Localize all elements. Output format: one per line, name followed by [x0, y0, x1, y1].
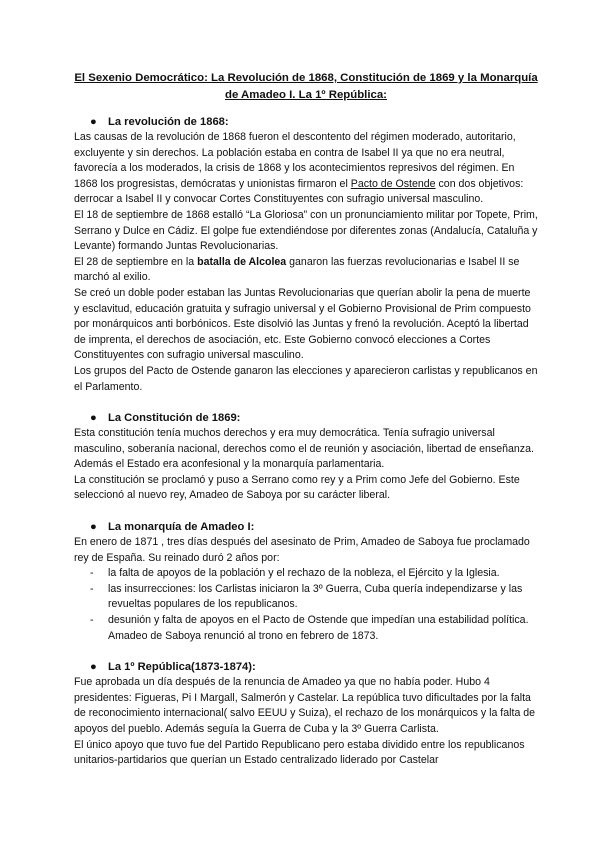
- paragraph: Fue aprobada un día después de la renuncia de Amadeo ya que no había poder. Hubo 4 presidentes: Figueras, Pi I Margall, Salmerón y Castelar. La república tuvo dificultades por la falta de reconocimiento internacional( salvo EEUU y Suiza), el rechazo de los monárquicos y la falta de apoyos del pueblo. Además seguía la Guerra de Cuba y la 3º Guerra Carlista.: [74, 676, 536, 735]
- heading-text: La 1º República(1873-1874):: [108, 661, 256, 674]
- list-item: [74, 582, 538, 613]
- paragraph-text: con dos objetivos: derrocar a Isabel II y convocar Cortes Constituyentes con sufragio universal masculino.: [74, 177, 524, 206]
- list-item: [74, 613, 538, 644]
- section-revolucion-1868: [74, 114, 538, 395]
- heading-text: La revolución de 1868:: [108, 116, 229, 128]
- bold-term: batalla de Alcolea: [197, 255, 287, 268]
- list-item-text: la falta de apoyos de la población y el rechazo de la nobleza, el Ejército y la Iglesia.: [108, 567, 500, 580]
- list-item-text: las insurrecciones: los Carlistas iniciaron la 3º Guerra, Cuba quería independizarse y las revueltas populares de los republicanos.: [108, 582, 523, 611]
- heading-text: La Constitución de 1869:: [108, 412, 241, 425]
- paragraph: [74, 130, 538, 208]
- document-title: El Sexenio Democrático: La Revolución de 1868, Constitución de 1869 y la Monarquía de Amadeo I. La 1º República:: [74, 72, 538, 101]
- dash-list: [74, 566, 538, 644]
- list-item-text: desunión y falta de apoyos en el Pacto de Ostende que impedían una estabilidad política. Amadeo de Saboya renunció al trono en febrero de 1873.: [108, 614, 529, 642]
- bullet-icon: ●: [90, 116, 97, 128]
- section-heading: [74, 519, 538, 535]
- dash-icon: -: [90, 614, 94, 627]
- paragraph: [74, 255, 538, 286]
- dash-icon: -: [90, 582, 94, 595]
- bullet-icon: ●: [90, 521, 97, 534]
- paragraph-text: ganaron las fuerzas revolucionarias e Isabel II se marchó al exilio.: [74, 255, 520, 284]
- section-heading: [74, 659, 538, 675]
- bullet-icon: ●: [90, 412, 97, 425]
- section-heading: [74, 114, 538, 130]
- paragraph-text: El 28 de septiembre en la: [74, 255, 198, 268]
- heading-text: La monarquía de Amadeo I:: [108, 521, 255, 534]
- section-primera-republica: [74, 659, 538, 769]
- paragraph: La constitución se proclamó y puso a Serrano como rey y a Prim como Jefe del Gobierno. Este seleccionó al nuevo rey, Amadeo de Saboya por su carácter liberal.: [74, 473, 520, 502]
- pacto-de-ostende-underlined: Pacto de Ostende: [350, 177, 436, 190]
- dash-icon: -: [90, 567, 94, 580]
- paragraph: Los grupos del Pacto de Ostende ganaron las elecciones y aparecieron carlistas y republicanos en el Parlamento.: [74, 364, 538, 393]
- section-monarquia-amadeo: [74, 519, 538, 644]
- paragraph: El único apoyo que tuvo fue del Partido Republicano pero estaba dividido entre los republicanos unitarios-partidarios que querían un Estado centralizado liderado por Castelar: [74, 738, 525, 767]
- section-constitucion-1869: [74, 410, 538, 504]
- paragraph-text: Las causas de la revolución de 1868 fueron el descontento del régimen moderado, autoritario, excluyente y sin derechos. La población estaba en contra de Isabel II ya que no era neutral, favorecía a los moderados, la crisis de 1868 y los acontecimientos represivos del régimen. En 1868 los progresistas, demócratas y unionistas firmaron el: [74, 131, 516, 190]
- list-item: [74, 566, 538, 582]
- section-heading: [74, 410, 538, 426]
- paragraph: El 18 de septiembre de 1868 estalló “La Gloriosa” con un pronunciamiento militar por Topete, Prim, Serrano y Dulce en Cádiz. El golpe fue extendiéndose por diferentes zonas (Andalucía, Cataluña y Levante) formando Juntas Revolucionarias.: [74, 208, 538, 253]
- paragraph: Esta constitución tenía muchos derechos y era muy democrática. Tenía sufragio universal masculino, soberanía nacional, derechos como el de reunión y asociación, libertad de enseñanza. Además el Estado era aconfesional y la monarquía parlamentaria.: [74, 427, 534, 471]
- paragraph: En enero de 1871 , tres días después del asesinato de Prim, Amadeo de Saboya fue proclamado rey de España. Su reinado duró 2 años por:: [74, 536, 530, 564]
- paragraph: Se creó un doble poder estaban las Juntas Revolucionarias que querían abolir la pena de muerte y esclavitud, educación gratuita y sufragio universal y el Gobierno Provisional de Prim compuesto por monárquicos anti borbónicos. Este disolvió las Juntas y frenó la revolución. Aceptó la libertad de imprenta, el derechos de asociación, etc. Este Gobierno convocó elecciones a Cortes Constituyentes con sufragio universal masculino.: [74, 286, 531, 362]
- bullet-icon: ●: [90, 661, 97, 674]
